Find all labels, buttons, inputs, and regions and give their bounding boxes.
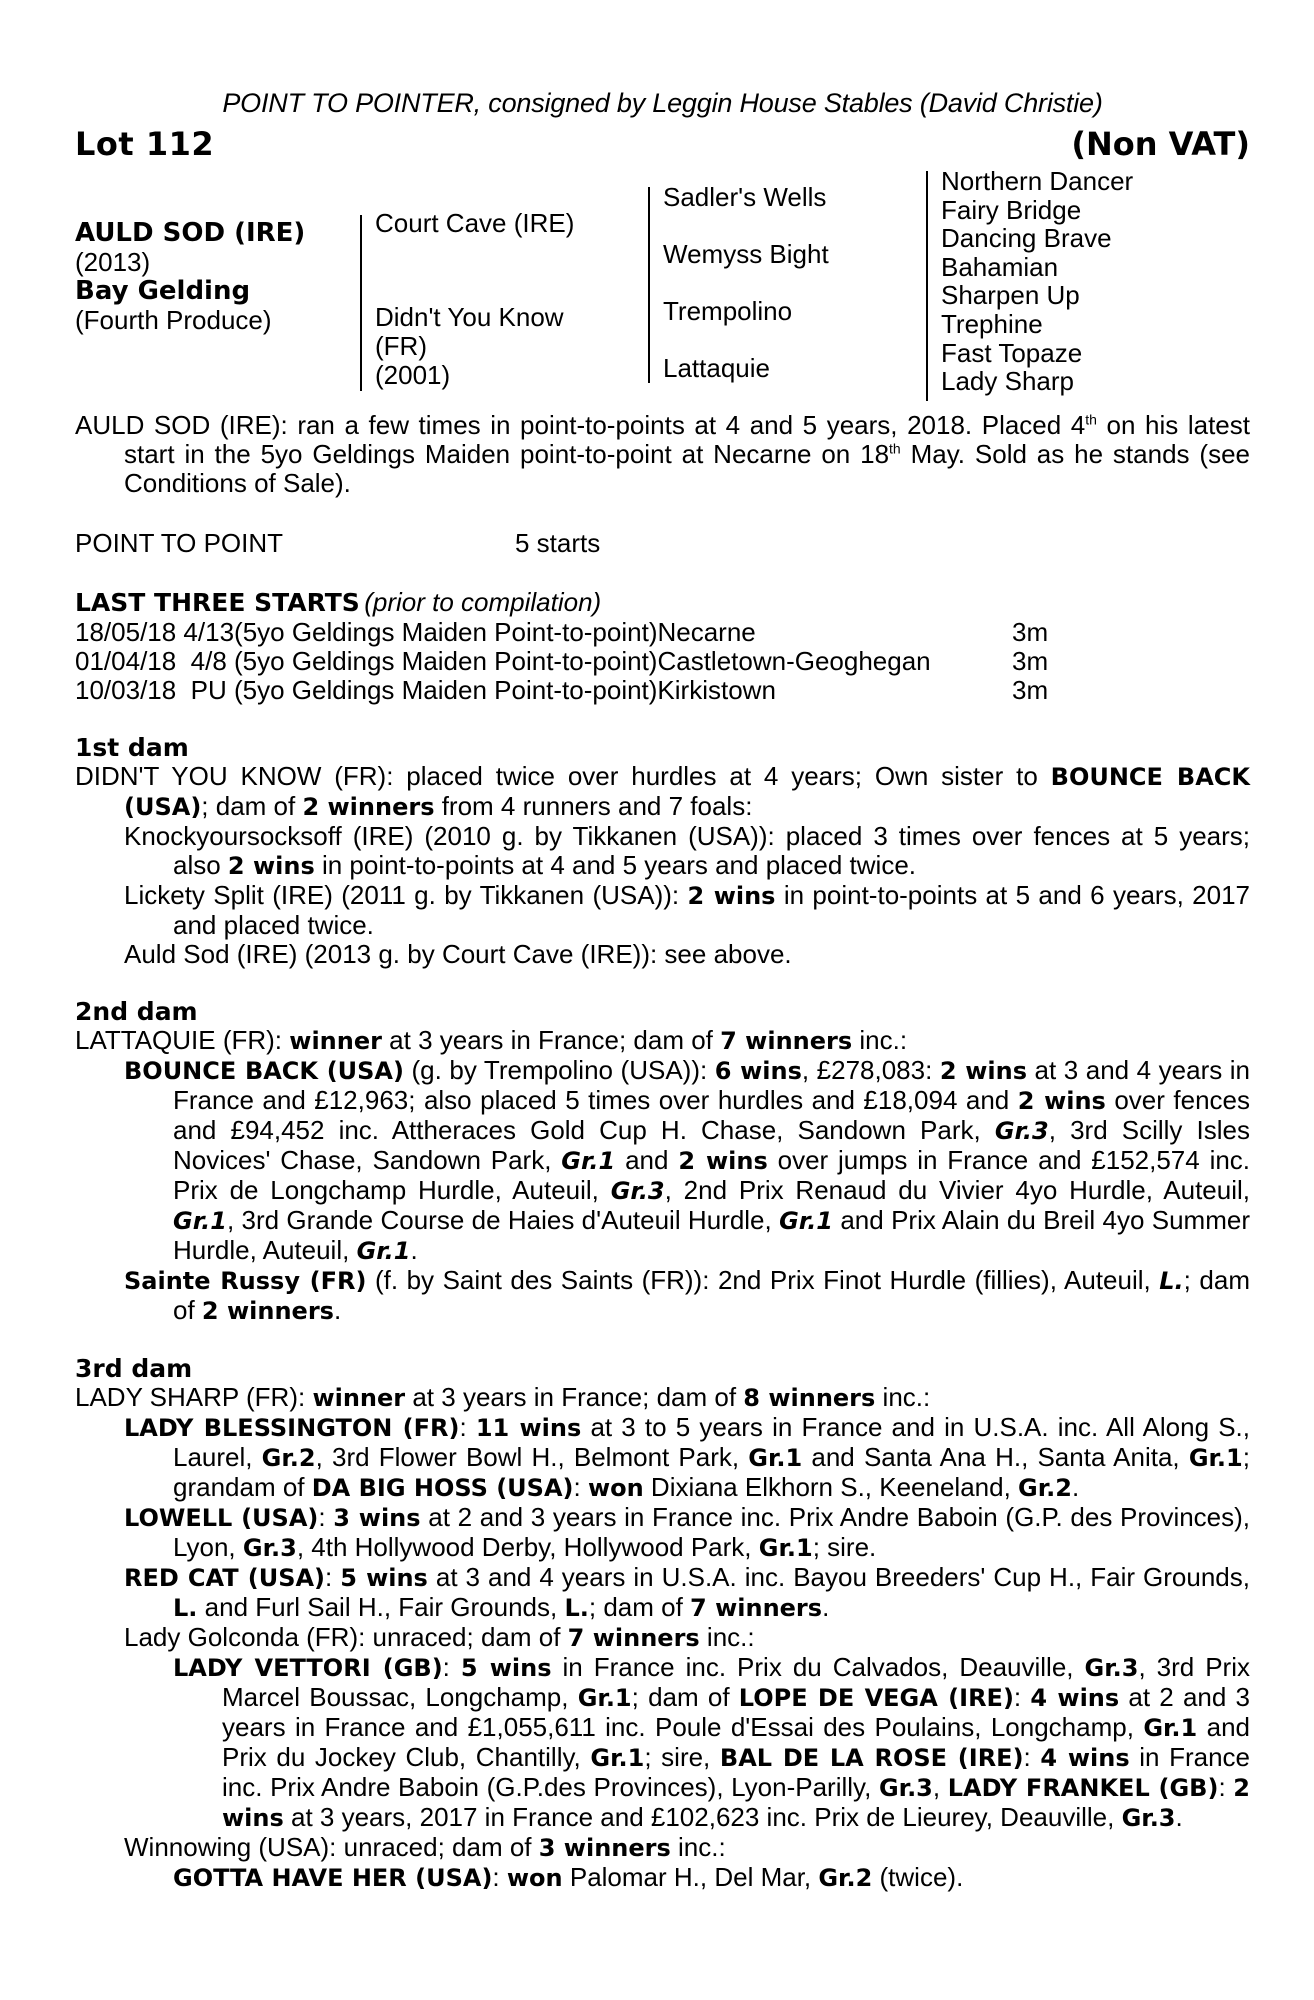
start-distance: 3m xyxy=(1012,617,1049,647)
second-dam-title: 2nd dam xyxy=(75,997,198,1026)
bold-text: Gr.3 xyxy=(242,1534,297,1562)
text-run: in France inc. Prix du Calvados, Deauville, xyxy=(551,1652,1085,1682)
text-run: . xyxy=(822,1592,830,1622)
pedigree-sire: Court Cave (IRE) xyxy=(375,208,575,238)
text-run: , 3rd Scilly Isles Novices' Chase, Sandown Park, xyxy=(173,1115,1250,1175)
bold-text: Gr.2 xyxy=(1018,1474,1072,1502)
bold-text: Gr.3 xyxy=(1121,1804,1176,1832)
pedigree-divider-2 xyxy=(648,187,650,383)
pedigree-dam-country: (FR) xyxy=(375,331,427,361)
text-run: and Furl Sail H., Fair Grounds, xyxy=(197,1592,565,1622)
bold-text: LADY BLESSINGTON (FR) xyxy=(124,1414,460,1442)
text-run: . xyxy=(1071,1472,1080,1502)
bold-text: Gr.1 xyxy=(561,1147,616,1175)
bold-text: 2 winners xyxy=(302,793,435,821)
text-run: : xyxy=(318,1502,334,1532)
text-run: (twice). xyxy=(872,1862,964,1892)
bold-text: 7 winners xyxy=(690,1594,823,1622)
start-details: 01/04/18 4/8 (5yo Geldings Maiden Point-to-point)Castletown-Geoghegan xyxy=(75,646,931,676)
text-run: on his latest start in the 5yo Geldings Maiden point-to-point at Necarne on 18 xyxy=(124,410,1250,469)
bold-text: LOWELL (USA) xyxy=(124,1504,319,1532)
text-run: at 3 years in France; dam of xyxy=(381,1025,721,1055)
text-run: : xyxy=(442,1652,461,1682)
pedigree-gen3-3: Bahamian xyxy=(941,251,1059,282)
bold-text: Gr.3 xyxy=(1084,1654,1139,1682)
text-run: DIDN'T YOU KNOW (FR): placed twice over hurdles at 4 years; Own sister to xyxy=(75,761,1051,791)
bold-text: Gr.1 xyxy=(173,1207,227,1235)
horse-info xyxy=(75,219,305,335)
bold-text: Gr.1 xyxy=(758,1534,813,1562)
bold-text: BOUNCE BACK (USA) xyxy=(124,763,1250,821)
text-run: : xyxy=(1013,1682,1031,1712)
text-run: : xyxy=(492,1862,507,1892)
bold-text: Gr.3 xyxy=(878,1774,933,1802)
bold-text: Gr.2 xyxy=(818,1864,873,1892)
text-run: Auld Sod (IRE) (2013 g. by Court Cave (IRE)): see above. xyxy=(124,939,792,969)
pedigree-gen3-2: Dancing Brave xyxy=(941,223,1112,254)
superscript: th xyxy=(1085,411,1097,428)
text-run: at 3 and 4 years in U.S.A. inc. Bayou Breeders' Cup H., Fair Grounds, xyxy=(427,1562,1250,1592)
pedigree-paragraph xyxy=(75,1413,1250,1503)
bold-text: 6 wins xyxy=(714,1057,802,1085)
pedigree-paragraph xyxy=(75,1056,1250,1266)
third-dam-body xyxy=(75,1383,1250,1893)
text-run: May. Sold as he stands (see Conditions of Sale). xyxy=(124,439,1250,498)
bold-text: winner xyxy=(289,1027,382,1055)
point-to-point-record xyxy=(75,528,1250,559)
pedigree-paragraph xyxy=(75,940,1250,969)
text-run: at 2 and 3 years in France and £1,055,611 inc. Poule d'Essai des Poulains, Longchamp, xyxy=(222,1682,1250,1742)
bold-text: 2 wins xyxy=(1017,1087,1106,1115)
starts-list xyxy=(75,618,1250,705)
bold-text: LADY VETTORI (GB) xyxy=(173,1654,443,1682)
bold-text: 2 wins xyxy=(678,1147,768,1175)
bold-text: won xyxy=(587,1474,644,1502)
text-run: and Santa Ana H., Santa Anita, xyxy=(802,1442,1189,1472)
text-run: Palomar H., Del Mar, xyxy=(562,1862,819,1892)
bold-text: Gr.3 xyxy=(610,1177,665,1205)
pedigree-divider-1 xyxy=(360,215,362,391)
text-run: in point-to-points at 5 and 6 years, 2017 and placed twice. xyxy=(173,880,1250,940)
pedigree-gen2-1: Wemyss Bight xyxy=(663,239,829,269)
pedigree-dam xyxy=(375,303,564,390)
bold-text: 2 wins xyxy=(687,882,776,910)
pedigree-paragraph xyxy=(75,1563,1250,1623)
text-run: and Prix Alain du Breil 4yo Summer Hurdle, Auteuil, xyxy=(173,1205,1250,1265)
pedigree-gen2-3: Lattaquie xyxy=(663,353,770,383)
last-three-title: LAST THREE STARTS xyxy=(75,588,360,617)
bold-text: L. xyxy=(1159,1267,1184,1295)
pedigree-paragraph xyxy=(75,881,1250,940)
second-dam-body xyxy=(75,1026,1250,1326)
text-run: over jumps in France and £152,574 inc. Prix de Longchamp Hurdle, Auteuil, xyxy=(173,1145,1251,1205)
bold-text: 4 wins xyxy=(1040,1744,1130,1772)
text-run: at 3 to 5 years in France and in U.S.A. inc. All Along S., Laurel, xyxy=(173,1412,1251,1472)
bold-text: winner xyxy=(312,1384,406,1412)
last-three-note: (prior to compilation) xyxy=(364,587,602,617)
text-run: Winnowing (USA): unraced; dam of xyxy=(124,1832,539,1862)
pedigree-table xyxy=(75,163,1250,403)
start-distance: 3m xyxy=(1012,675,1049,705)
bold-text: 8 winners xyxy=(743,1384,876,1412)
bold-text: L. xyxy=(564,1594,589,1622)
text-run: , 3rd Grande Course de Haies d'Auteuil Hurdle, xyxy=(226,1205,780,1235)
consignment-line: POINT TO POINTER, consigned by Leggin House Stables (David Christie) xyxy=(222,88,1103,118)
pedigree-gen2-0: Sadler's Wells xyxy=(663,182,827,212)
text-run: , 4th Hollywood Derby, Hollywood Park, xyxy=(296,1532,759,1562)
bold-text: Gr.1 xyxy=(1188,1444,1243,1472)
bold-text: Gr.3 xyxy=(994,1117,1049,1145)
bold-text: Gr.1 xyxy=(590,1744,645,1772)
text-run: at 3 years in France; dam of xyxy=(405,1382,744,1412)
text-run: . xyxy=(333,1295,342,1325)
text-run: in France inc. Prix Andre Baboin (G.P.des Provinces), Lyon-Parilly, xyxy=(222,1742,1250,1802)
text-run: ; grandam of xyxy=(173,1442,1250,1502)
text-run: ; dam of xyxy=(201,791,303,821)
text-run: at 3 years, 2017 in France and £102,623 inc. Prix de Lieurey, Deauville, xyxy=(283,1802,1122,1832)
horse-produce: (Fourth Produce) xyxy=(75,305,272,335)
lot-number: Lot 112 xyxy=(75,125,215,163)
pedigree-paragraph xyxy=(75,1503,1250,1563)
text-run: : xyxy=(459,1412,476,1442)
bold-text: RED CAT (USA) xyxy=(124,1564,326,1592)
text-run: inc.: xyxy=(852,1025,908,1055)
text-run: , 3rd Prix Marcel Boussac, Longchamp, xyxy=(222,1652,1250,1712)
text-run: inc.: xyxy=(699,1622,755,1652)
ptp-value: 5 starts xyxy=(515,528,601,558)
last-three-starts xyxy=(75,587,1250,705)
text-run: . xyxy=(410,1235,418,1265)
text-run: ; sire, xyxy=(644,1742,720,1772)
bold-text: 2 wins xyxy=(227,852,315,880)
pedigree-dam-year: (2001) xyxy=(375,360,451,390)
bold-text: Gr.1 xyxy=(748,1444,803,1472)
text-run: ; dam of xyxy=(631,1682,739,1712)
pedigree-gen3-0: Northern Dancer xyxy=(941,166,1134,196)
pedigree-gen3-1: Fairy Bridge xyxy=(941,194,1082,225)
first-dam-body xyxy=(75,762,1250,969)
horse-year: (2013) xyxy=(75,247,151,277)
pedigree-divider-3 xyxy=(926,171,928,401)
start-row xyxy=(75,676,1250,705)
bold-text: LADY FRANKEL (GB) xyxy=(947,1774,1219,1802)
text-run: AULD SOD (IRE): ran a few times in point-to-points at 4 and 5 years, 2018. Placed 4 xyxy=(75,410,1086,440)
bold-text: 11 wins xyxy=(475,1414,582,1442)
pedigree-paragraph xyxy=(75,1623,1250,1653)
text-run: LADY SHARP (FR): xyxy=(75,1382,313,1412)
bold-text: 2 wins xyxy=(222,1774,1250,1832)
bold-text: L. xyxy=(173,1594,198,1622)
second-dam-section xyxy=(75,997,1250,1326)
pedigree-paragraph xyxy=(75,1266,1250,1326)
text-run: Lickety Split (IRE) (2011 g. by Tikkanen (USA)): xyxy=(124,880,688,910)
pedigree-paragraph xyxy=(75,762,1250,822)
bold-text: Sainte Russy (FR) xyxy=(124,1267,367,1295)
bold-text: BAL DE LA ROSE (IRE) xyxy=(719,1744,1024,1772)
text-run: inc.: xyxy=(875,1382,931,1412)
text-run: ; dam of xyxy=(588,1592,691,1622)
text-run: Dixiana Elkhorn S., Keeneland, xyxy=(643,1472,1019,1502)
horse-name: AULD SOD (IRE) xyxy=(75,218,306,248)
text-run: at 2 and 3 years in France inc. Prix Andre Baboin (G.P. des Provinces), Lyon, xyxy=(173,1502,1251,1562)
text-run: inc.: xyxy=(670,1832,726,1862)
pedigree-gen3-4: Sharpen Up xyxy=(941,280,1080,311)
bold-text: 5 wins xyxy=(340,1564,428,1592)
text-run: ; sire. xyxy=(812,1532,877,1562)
bold-text: 7 winners xyxy=(567,1624,700,1652)
text-run: . xyxy=(1175,1802,1183,1832)
third-dam-title: 3rd dam xyxy=(75,1354,193,1383)
bold-text: 2 winners xyxy=(201,1297,334,1325)
bold-text: 3 winners xyxy=(538,1834,671,1862)
catalogue-page xyxy=(75,88,1250,1893)
text-run: : xyxy=(1023,1742,1041,1772)
lot-header xyxy=(75,125,1250,163)
bold-text: 4 wins xyxy=(1030,1684,1120,1712)
first-dam-section xyxy=(75,733,1250,969)
pedigree-paragraph xyxy=(75,1026,1250,1056)
pedigree-paragraph xyxy=(75,1653,1250,1833)
text-run: : xyxy=(325,1562,341,1592)
bold-text: 3 wins xyxy=(333,1504,421,1532)
bold-text: 2 wins xyxy=(939,1057,1027,1085)
text-run: ; dam of xyxy=(173,1265,1250,1325)
pedigree-paragraph xyxy=(75,1863,1250,1893)
bold-text: BOUNCE BACK (USA) xyxy=(124,1057,404,1085)
pedigree-gen3-7: Lady Sharp xyxy=(941,366,1074,397)
bold-text: Gr.2 xyxy=(261,1444,316,1472)
text-run: , £278,083: xyxy=(801,1055,940,1085)
bold-text: Gr.1 xyxy=(1143,1714,1198,1742)
bold-text: 5 wins xyxy=(460,1654,552,1682)
text-run: (g. by Trempolino (USA)): xyxy=(403,1055,715,1085)
text-run: from 4 runners and 7 foals: xyxy=(434,791,753,821)
pedigree-gen2-2: Trempolino xyxy=(663,296,793,326)
text-run: and xyxy=(615,1145,679,1175)
text-run: Knockyoursocksoff (IRE) (2010 g. by Tikkanen (USA)): placed 3 times over fences at 5 years; also xyxy=(124,821,1250,880)
text-run: LATTAQUIE (FR): xyxy=(75,1025,290,1055)
text-run: over fences and £94,452 inc. Attheraces Gold Cup H. Chase, Sandown Park, xyxy=(173,1085,1251,1145)
first-dam-title: 1st dam xyxy=(75,733,189,762)
pedigree-paragraph xyxy=(75,1383,1250,1413)
start-row xyxy=(75,647,1250,676)
bold-text: GOTTA HAVE HER (USA) xyxy=(173,1864,493,1892)
vat-status: (Non VAT) xyxy=(1071,125,1250,163)
pedigree-paragraph xyxy=(75,1833,1250,1863)
text-run: Lady Golconda (FR): unraced; dam of xyxy=(124,1622,568,1652)
third-dam-section xyxy=(75,1354,1250,1893)
text-run: : xyxy=(573,1472,588,1502)
superscript: th xyxy=(889,440,901,457)
bold-text: DA BIG HOSS (USA) xyxy=(311,1474,574,1502)
start-details: 18/05/18 4/13(5yo Geldings Maiden Point-to-point)Necarne xyxy=(75,617,756,647)
text-run: , 3rd Flower Bowl H., Belmont Park, xyxy=(315,1442,749,1472)
bold-text: won xyxy=(506,1864,563,1892)
start-row xyxy=(75,618,1250,647)
race-summary xyxy=(75,411,1250,498)
bold-text: Gr.1 xyxy=(779,1207,834,1235)
bold-text: Gr.1 xyxy=(356,1237,411,1265)
pedigree-gen3-6: Fast Topaze xyxy=(941,337,1083,368)
bold-text: 7 winners xyxy=(720,1027,853,1055)
pedigree-gen3-5: Trephine xyxy=(941,308,1043,339)
text-run: and Prix du Jockey Club, Chantilly, xyxy=(222,1712,1250,1772)
start-details: 10/03/18 PU (5yo Geldings Maiden Point-to-point)Kirkistown xyxy=(75,675,776,705)
pedigree-gen3 xyxy=(941,167,1133,396)
text-run: , 2nd Prix Renaud du Vivier 4yo Hurdle, Auteuil, xyxy=(664,1175,1251,1205)
bold-text: Gr.1 xyxy=(577,1684,632,1712)
text-run: : xyxy=(1218,1772,1234,1802)
pedigree-dam-name: Didn't You Know xyxy=(375,302,564,332)
pedigree-paragraph xyxy=(75,822,1250,881)
text-run: , xyxy=(932,1772,948,1802)
ptp-label: POINT TO POINT xyxy=(75,528,284,558)
text-run: (f. by Saint des Saints (FR)): 2nd Prix Finot Hurdle (fillies), Auteuil, xyxy=(366,1265,1160,1295)
bold-text: LOPE DE VEGA (IRE) xyxy=(738,1684,1014,1712)
text-run: at 3 and 4 years in France and £12,963; also placed 5 times over hurdles and £18,094 and xyxy=(173,1055,1251,1115)
text-run: in point-to-points at 4 and 5 years and placed twice. xyxy=(314,850,916,880)
start-distance: 3m xyxy=(1012,646,1049,676)
horse-sex: Bay Gelding xyxy=(75,276,251,306)
